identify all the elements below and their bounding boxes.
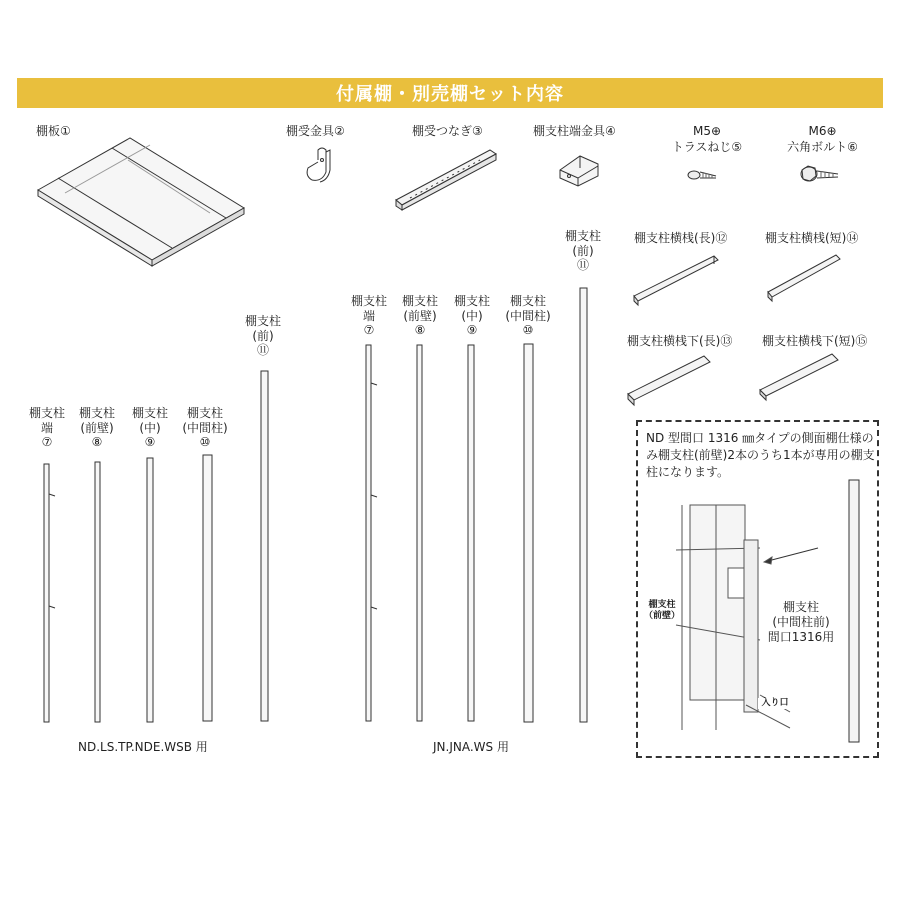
inset-label-front-wall: 棚支柱 （前壁） (643, 600, 680, 621)
beam-low-short-drawing (760, 354, 838, 400)
post-right-middle (468, 345, 474, 721)
label-beam-low-short: 棚支柱横桟下(短)⑮ (762, 334, 868, 348)
m5-screw-drawing (688, 171, 716, 179)
label-m5-line1: M5⊕ (692, 124, 722, 138)
label-post-right-front-wall: 棚支柱 (前壁) ⑧ (401, 294, 438, 337)
post-right-intermediate (524, 344, 533, 722)
inset-label-entrance: 入り口 (758, 698, 792, 709)
label-shelf-board: 棚板① (36, 124, 71, 138)
footer-left-models: ND.LS.TP.NDE.WSB 用 (78, 740, 208, 754)
shelf-connector-drawing (396, 150, 496, 210)
post-left-intermediate (203, 455, 212, 721)
label-post-right-front: 棚支柱 (前) ⑪ (564, 229, 601, 272)
label-post-left-end: 棚支柱 端 ⑦ (28, 406, 65, 449)
banner-title: 付属棚・別売棚セット内容 (336, 84, 564, 105)
label-shelf-bracket: 棚受金具② (286, 124, 345, 138)
m6-bolt-drawing (801, 166, 838, 181)
post-left-front (261, 371, 268, 721)
inset-note-text: ND 型間口 1316 ㎜タイプの側面棚仕様のみ棚支柱(前壁)2本のうち1本が専用の棚支柱になります。 (646, 431, 875, 479)
label-m6-line1: M6⊕ (808, 124, 837, 138)
label-post-right-middle: 棚支柱 (中) ⑨ (453, 294, 490, 337)
post-left-front-wall (95, 462, 100, 722)
label-beam-short: 棚支柱横桟(短)⑭ (765, 231, 859, 245)
post-right-end (366, 345, 377, 721)
post-left-middle (147, 458, 153, 722)
label-post-left-front: 棚支柱 (前) ⑪ (244, 314, 281, 357)
label-post-end-fitting: 棚支柱端金具④ (533, 124, 616, 138)
label-beam-low-long: 棚支柱横桟下(長)⑬ (627, 334, 733, 348)
post-end-fitting-drawing (560, 156, 598, 186)
beam-long-drawing (634, 256, 718, 305)
post-right-front (580, 288, 587, 722)
label-m5-line2: トラスねじ⑤ (671, 140, 743, 154)
label-shelf-connector: 棚受つなぎ③ (412, 124, 483, 138)
shelf-board-drawing (38, 138, 244, 266)
label-beam-long: 棚支柱横桟(長)⑫ (634, 231, 728, 245)
shelf-bracket-drawing (307, 148, 330, 182)
label-post-left-middle: 棚支柱 (中) ⑨ (131, 406, 168, 449)
post-right-front-wall (417, 345, 422, 721)
inset-label-special-post: 棚支柱 (中間柱前) 間口1316用 (767, 600, 835, 644)
footer-right-models: JN.JNA.WS 用 (433, 740, 509, 754)
post-left-end (44, 464, 55, 722)
label-post-left-intermediate: 棚支柱 (中間柱) ⑩ (182, 406, 228, 449)
label-post-right-intermediate: 棚支柱 (中間柱) ⑩ (505, 294, 551, 337)
label-post-left-front-wall: 棚支柱 (前壁) ⑧ (78, 406, 115, 449)
beam-short-drawing (768, 255, 840, 301)
label-m6-line2: 六角ボルト⑥ (787, 140, 858, 154)
beam-low-long-drawing (628, 356, 710, 405)
label-post-right-end: 棚支柱 端 ⑦ (350, 294, 387, 337)
